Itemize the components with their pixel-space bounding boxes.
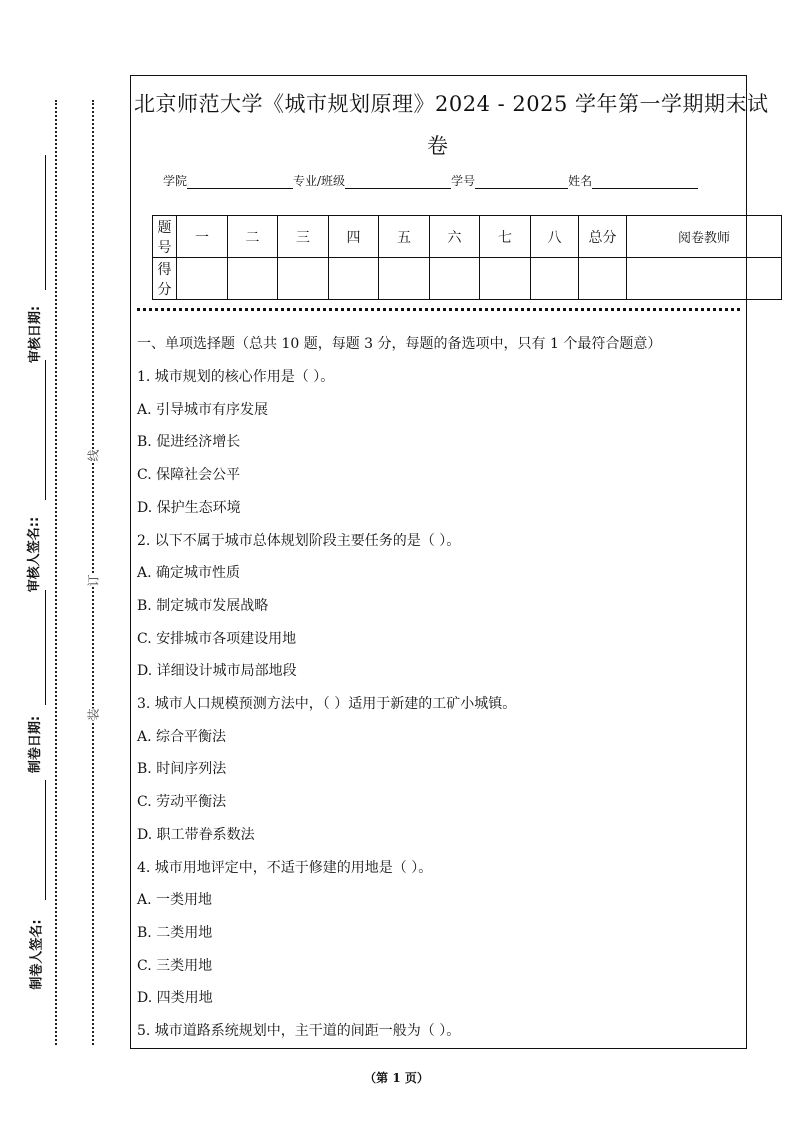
question-text: 4. 城市用地评定中，不适于修建的用地是（ ）。 [137, 859, 433, 876]
score-cell[interactable] [329, 258, 379, 300]
question-text: 1. 城市规划的核心作用是（ ）。 [137, 369, 335, 385]
binding-mark: 订 [86, 574, 101, 587]
answer-option[interactable]: D. 详细设计城市局部地段 [137, 663, 297, 680]
answer-option[interactable]: B. 二类用地 [137, 924, 213, 941]
field-label-college: 学院 [163, 174, 188, 188]
column-header: 三 [278, 216, 329, 258]
score-table [152, 215, 782, 300]
major-class-field[interactable] [345, 174, 451, 189]
review-date-label: 审核日期: [28, 305, 44, 364]
answer-option[interactable]: B. 时间序列法 [137, 761, 227, 778]
binding-dotted-line [55, 100, 57, 1045]
answer-option[interactable]: A. 一类用地 [137, 892, 213, 909]
column-header: 总分 [579, 216, 627, 258]
answer-option[interactable]: A. 引导城市有序发展 [137, 401, 269, 418]
score-cell[interactable] [228, 258, 278, 300]
column-header: 七 [480, 216, 531, 258]
question-text: 5. 城市道路系统规划中，主干道的间距一般为（ ）。 [137, 1023, 461, 1039]
answer-option[interactable]: C. 三类用地 [137, 957, 213, 974]
dotted-separator [137, 308, 740, 311]
exam-title-continued: 卷 [427, 134, 448, 158]
column-header: 四 [329, 216, 379, 258]
question-text: 3. 城市人口规模预测方法中，（ ）适用于新建的工矿小城镇。 [137, 696, 517, 712]
author-signature-label: 制卷人签名: [29, 919, 45, 990]
binding-mark: 装 [86, 708, 101, 721]
column-header: 二 [228, 216, 278, 258]
signature-line [45, 360, 46, 500]
field-label-major: 专业/班级 [293, 174, 346, 188]
column-header: 阅卷教师 [627, 216, 782, 258]
signature-line [45, 155, 46, 290]
exam-title: 北京师范大学《城市规划原理》2024 - 2025 学年第一学期期末试 [134, 92, 769, 116]
score-cell[interactable] [278, 258, 329, 300]
score-cell[interactable] [480, 258, 531, 300]
score-cell[interactable] [579, 258, 627, 300]
score-cell[interactable] [531, 258, 579, 300]
answer-option[interactable]: B. 促进经济增长 [137, 434, 241, 451]
binding-dotted-line [92, 100, 94, 1045]
answer-option[interactable]: D. 四类用地 [137, 990, 213, 1007]
student-id-field[interactable] [475, 174, 568, 189]
answer-option[interactable]: D. 职工带眷系数法 [137, 826, 255, 843]
answer-option[interactable]: D. 保护生态环境 [137, 499, 241, 516]
column-header: 八 [531, 216, 579, 258]
score-cell[interactable] [379, 258, 430, 300]
row-label: 得分 [153, 258, 177, 300]
answer-option[interactable]: C. 安排城市各项建设用地 [137, 630, 297, 647]
column-header: 一 [177, 216, 228, 258]
answer-option[interactable]: C. 劳动平衡法 [137, 794, 227, 811]
name-field[interactable] [592, 174, 698, 189]
student-info [163, 172, 698, 189]
field-label-name: 姓名 [568, 174, 593, 188]
row-label: 题号 [153, 216, 177, 258]
score-cell[interactable] [430, 258, 480, 300]
question-text: 2. 以下不属于城市总体规划阶段主要任务的是（ ）。 [137, 532, 461, 549]
answer-option[interactable]: A. 确定城市性质 [137, 565, 241, 582]
reviewer-signature-label: 审核人签名:: [27, 516, 43, 593]
score-cell[interactable] [627, 258, 782, 300]
section-heading: 一、单项选择题（总共 10 题，每题 3 分，每题的备选项中，只有 1 个最符合题意） [137, 336, 662, 352]
binding-mark: 线 [86, 449, 101, 462]
column-header: 五 [379, 216, 430, 258]
signature-line [45, 780, 46, 900]
answer-option[interactable]: C. 保障社会公平 [137, 467, 241, 484]
signature-line [45, 590, 46, 705]
author-date-label: 制卷日期: [28, 715, 44, 774]
score-cell[interactable] [177, 258, 228, 300]
answer-option[interactable]: B. 制定城市发展战略 [137, 597, 269, 614]
answer-option[interactable]: A. 综合平衡法 [137, 728, 227, 745]
column-header: 六 [430, 216, 480, 258]
field-label-id: 学号 [451, 174, 476, 188]
page-number: （第 1 页） [364, 1071, 429, 1085]
college-field[interactable] [187, 174, 293, 189]
